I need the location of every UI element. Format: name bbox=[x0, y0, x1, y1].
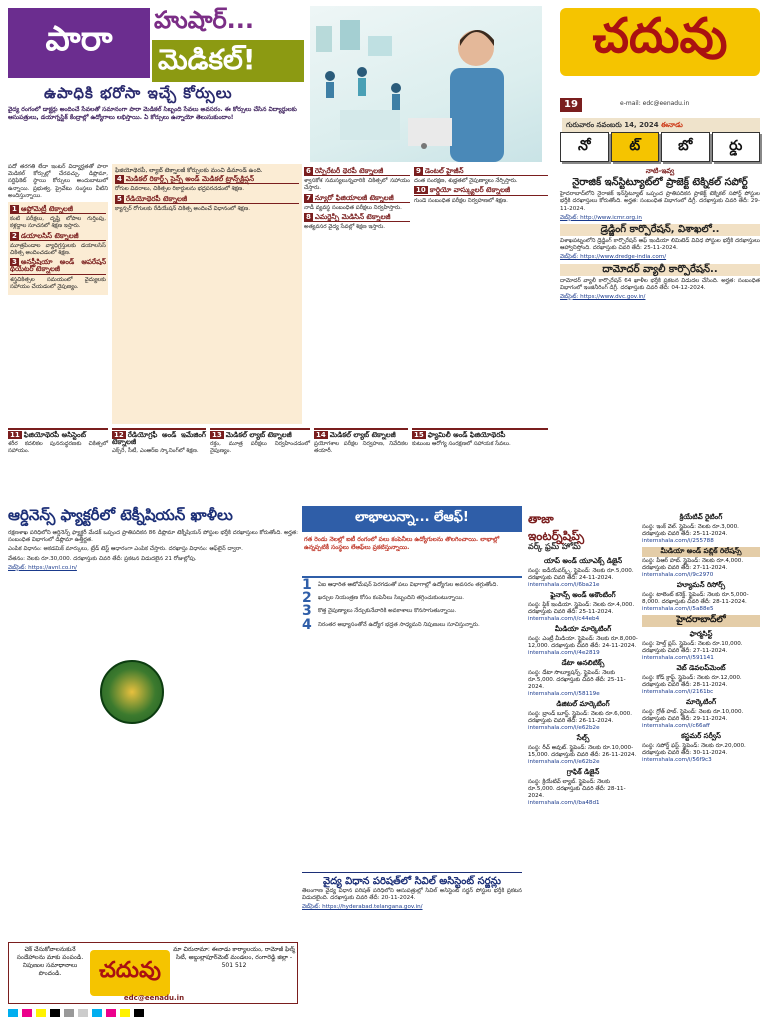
print-swatch bbox=[134, 1009, 144, 1017]
internship-detail: సంస్థ: గ్రోత్ హబ్. స్టైపెండ్: నెలకు రూ.10,000. దరఖాస్తుకు చివరి తేదీ: 29-11-2024. bbox=[642, 709, 744, 722]
internship-role: మార్కెటింగ్ bbox=[685, 698, 717, 706]
internship-role: వెబ్ డెవలప్‌మెంట్ bbox=[676, 664, 726, 672]
course-number: 13 bbox=[212, 431, 222, 439]
course-title bbox=[115, 196, 299, 204]
section-title-medical: మెడికల్! bbox=[152, 40, 304, 82]
noteboard-letter: బో bbox=[661, 132, 710, 162]
noteboard-column bbox=[560, 168, 760, 504]
course-number: 4 bbox=[117, 175, 122, 184]
layoff-item bbox=[302, 603, 522, 620]
layoff-item-text: నిరంతర అభ్యాసంతోనే ఉద్యోగ భద్రత సాధ్యమని నిపుణులు సూచిస్తున్నారు. bbox=[318, 621, 480, 628]
notice-link[interactable]: వెబ్‌సైట్: https://www.dredge-india.com/ bbox=[560, 254, 667, 261]
course-text: శస్త్రచికిత్సల సమయంలో వైద్యులకు సహాయం చేయడంలో నైపుణ్యం. bbox=[10, 276, 106, 290]
ordnance-text: ఎంపిక విధానం: అకడమిక్ మార్కులు, ట్రేడ్ టెస్ట్ ఆధారంగా ఎంపిక చేస్తారు. దరఖాస్తు విధానం: ఆఫ్‌లైన్ ద్వారా. bbox=[8, 546, 243, 553]
notice-heading: దామోదర్ వ్యాలీ కార్పొరేషన్.. bbox=[560, 264, 760, 276]
masthead-email: e-mail: edc@eenadu.in bbox=[620, 100, 690, 107]
course-title bbox=[304, 195, 410, 203]
print-swatch bbox=[78, 1009, 88, 1017]
internship-location-heading: హైదరాబాద్‌లో bbox=[642, 615, 760, 627]
vaidya-text: తెలంగాణ వైద్య విధాన పరిషత్ పరిధిలోని ఆసుపత్రుల్లో సివిల్ అసిస్టెంట్ సర్జన్ పోస్టుల భర్తీకి ప్రకటన విడుదలైంది. దరఖాస్తుకు చివరి తేదీ: 20-11-2024. bbox=[302, 888, 522, 902]
course-text: ఎక్స్‌రే, సీటీ, ఎంఆర్ఐ స్కానింగ్‌లో శిక్షణ. bbox=[112, 448, 199, 455]
internship-link[interactable]: internshala.com/i/c44eb4 bbox=[528, 616, 600, 622]
internship-link[interactable]: internshala.com/i/9c2970 bbox=[642, 572, 714, 578]
footer-left-text: చెక్ చేసుకోవాలనుకునే సందేహాలను మాకు పంపండి. నిపుణుల సమాధానాలు పొందండి. bbox=[16, 946, 84, 977]
print-swatch bbox=[22, 1009, 32, 1017]
notes-tag: నాటి-ఇవ్వ bbox=[645, 167, 675, 175]
internship-role: యాప్ అండ్ యూఎక్స్ డిజైన్ bbox=[543, 557, 622, 565]
course-text: రోగుల వివరాలు, చికిత్సల రికార్డులను భద్రపరచడంలో శిక్షణ. bbox=[115, 186, 245, 193]
course-number: 9 bbox=[416, 167, 421, 175]
page-number: 19 bbox=[560, 98, 582, 112]
course-title bbox=[115, 176, 299, 184]
course-box-bottom bbox=[210, 428, 310, 498]
section-title-para: పారా bbox=[8, 8, 150, 78]
course-box-bottom bbox=[112, 428, 206, 498]
layoff-item-text: ఏఐ ఆధారిత ఆటోమేషన్ పెరగడంతో పలు విభాగాల్లో ఉద్యోగుల అవసరం తగ్గుతోంది. bbox=[318, 582, 499, 588]
noteboard-letter: నో bbox=[560, 132, 609, 162]
internship-detail: సంస్థ: పీఆర్ హబ్. స్టైపెండ్: నెలకు రూ.4,000. దరఖాస్తుకు చివరి తేదీ: 27-11-2024. bbox=[642, 558, 744, 571]
internship-link[interactable]: internshala.com/i/ba48d1 bbox=[528, 800, 600, 806]
course-number: 5 bbox=[117, 194, 122, 203]
course-title bbox=[304, 214, 410, 222]
article-column-1 bbox=[8, 164, 108, 424]
internship-role: మీడియా అండ్ పబ్లిక్ రిలేషన్స్ bbox=[642, 547, 760, 557]
course-name: ఎమర్జెన్సీ మెడిసిన్ టెక్నాలజీ bbox=[314, 213, 391, 222]
course-text: కంటి పరీక్షలు, దృష్టి లోపాల గుర్తింపు, కళ్లద్దాల సూచనలో శిక్షణ ఇస్తారు. bbox=[10, 216, 106, 230]
course-text: అత్యవసర వైద్య సేవల్లో శిక్షణ ఇస్తారు. bbox=[304, 224, 386, 231]
course-box-bottom bbox=[314, 428, 408, 498]
layoff-item bbox=[302, 577, 522, 593]
course-number: 8 bbox=[306, 213, 311, 222]
course-name: రేడియోథెరపీ టెక్నాలజీ bbox=[125, 194, 188, 203]
internship-link[interactable]: internshala.com/i/e62b2e bbox=[528, 725, 600, 731]
notice-heading: నైరాజిక్ ఇన్‌స్టిట్యూట్‌లో ప్రాజెక్ట్ టెక్నికల్ సపోర్ట్ bbox=[572, 177, 748, 189]
vaidya-link[interactable]: వెబ్‌సైట్: https://hyderabad.telangana.gov.in/ bbox=[302, 904, 423, 911]
course-box-bottom bbox=[8, 428, 108, 498]
layoff-item bbox=[302, 590, 522, 607]
article-intro: పదో తరగతి లేదా ఇంటర్ విద్యార్హతతో పారా మెడికల్ కోర్సుల్లో చేరవచ్చు. డిప్లొమా, సర్టిఫికెట్ స్థాయి కోర్సులు అందుబాటులో ఉన్నాయి. ప్రభుత్వ, ప్రైవేటు సంస్థలు వీటిని అందిస్తున్నాయి. bbox=[8, 164, 108, 199]
article-column-2 bbox=[112, 164, 302, 424]
layoff-item bbox=[302, 616, 522, 633]
course-text: రక్తం, మూత్ర పరీక్షలు నిర్వహించడంలో నైపుణ్యం. bbox=[210, 441, 310, 455]
section-intro: వైద్య రంగంలో డాక్టర్లు అందించే సేవలతో సమానంగా పారా మెడికల్ సిబ్బంది సేవలు అవసరం. ఈ కోర్సులు చేసిన విద్యార్థులకు ఆసుపత్రులు, డయాగ్నస్టిక్ కేంద్రాల్లో ఉద్యోగాలు లభిస్తాయి. ఏ కోర్సులు ఉన్నాయో తెలుసుకుందాం! bbox=[8, 106, 297, 121]
print-color-bar bbox=[8, 1008, 760, 1018]
course-text: నాడీ వ్యవస్థ సంబంధిత పరీక్షలు నిర్వహిస్తారు. bbox=[304, 204, 402, 211]
internship-role: డిజిటల్ మార్కెటింగ్ bbox=[556, 700, 610, 708]
course-title bbox=[314, 432, 408, 439]
notice-text: విశాఖపట్నంలోని డ్రెడ్జింగ్ కార్పొరేషన్ ఆఫ్ ఇండియా లిమిటెడ్ వివిధ పోస్టుల భర్తీకి దరఖాస్తులు ఆహ్వానిస్తోంది. దరఖాస్తుకు చివరి తేదీ: 25-11-2024. bbox=[560, 238, 760, 252]
layoff-item-number: 1 bbox=[302, 577, 312, 593]
course-number: 10 bbox=[416, 186, 426, 195]
eenadu-brand: ఈనాడు bbox=[661, 121, 683, 129]
print-swatch bbox=[50, 1009, 60, 1017]
vaidya-heading: వైద్య విధాన పరిషత్‌లో సివిల్ అసిస్టెంట్ సర్జన్లు bbox=[302, 872, 522, 889]
course-number: 12 bbox=[114, 431, 124, 439]
internship-role: గ్రాఫిక్ డిజైన్ bbox=[566, 768, 600, 776]
ordnance-heading: ఆర్డినెన్స్ ఫ్యాక్టరీలో టెక్నీషియన్ ఖాళీలు bbox=[8, 506, 233, 524]
course-name: ఆప్టోమెట్రీ టెక్నాలజీ bbox=[20, 205, 73, 214]
course-name: ఫ్యామిలీ అండ్ ఫిజియోథెరపీ bbox=[427, 431, 506, 439]
course-text: శ్వాసకోశ సమస్యలున్నవారికి చికిత్సలో సహాయం చేస్తారు. bbox=[304, 178, 410, 192]
layoff-list bbox=[302, 577, 522, 872]
internship-role: డేటా అనలిటిక్స్ bbox=[561, 659, 605, 667]
article-column-4 bbox=[414, 166, 548, 424]
internship-role: ఫార్మసిస్ట్ bbox=[689, 630, 713, 638]
internship-detail: సంస్థ: సపోర్ట్ ఫస్ట్. స్టైపెండ్: నెలకు రూ.20,000. దరఖాస్తుకు చివరి తేదీ: 30-11-2024. bbox=[642, 743, 746, 756]
layoff-intro: గత రెండు నెలల్లో ఐటీ రంగంలో పలు కంపెనీలు ఉద్యోగులను తొలగించాయి. లాభాల్లో ఉన్నప్పటికీ సంస్థలు లేఆఫ్‌లు ప్రకటిస్తున్నాయి. bbox=[302, 534, 522, 578]
notice-link[interactable]: వెబ్‌సైట్: http://www.icmr.org.in bbox=[560, 214, 642, 221]
course-name: డయాలసిస్ టెక్నాలజీ bbox=[20, 231, 79, 240]
course-title bbox=[8, 432, 108, 439]
course-text: మూత్రపిండాల వ్యాధిగ్రస్తులకు డయాలసిస్ చికిత్స అందించడంలో శిక్షణ. bbox=[10, 242, 106, 257]
internship-detail: సంస్థ: కోడ్ క్రాఫ్ట్. స్టైపెండ్: నెలకు రూ.12,000. దరఖాస్తుకు చివరి తేదీ: 28-11-2024. bbox=[642, 675, 742, 688]
course-name: మెడికల్ ల్యాబ్ టెక్నాలజీ bbox=[225, 431, 292, 439]
course-title bbox=[10, 233, 106, 241]
course-title bbox=[112, 432, 206, 446]
course-name: మెడికల్ ల్యాబ్ టెక్నాలజీ bbox=[329, 431, 396, 439]
course-number: 14 bbox=[316, 431, 326, 439]
noteboard-letter: ర్డు bbox=[712, 132, 761, 162]
course-box bbox=[8, 202, 108, 295]
course-title bbox=[10, 206, 106, 214]
course-name: మెడికల్ రికార్డ్స్ సైన్స్ అండ్ మెడికల్ ట్రాన్స్‌క్రిప్షన్ bbox=[125, 175, 255, 184]
internship-detail: సంస్థ: క్రియేటివ్ ల్యాబ్. స్టైపెండ్: నెలకు రూ.5,000. దరఖాస్తుకు చివరి తేదీ: 28-11-2024. bbox=[528, 779, 626, 799]
course-number: 3 bbox=[12, 258, 17, 267]
course-number: 2 bbox=[12, 231, 17, 240]
print-swatch bbox=[92, 1009, 102, 1017]
course-text: దంత సంరక్షణ, శుభ్రతలో నైపుణ్యాలు నేర్పిస్తారు. bbox=[414, 178, 518, 185]
course-name: కార్డియో వాస్క్యులర్ టెక్నాలజీ bbox=[429, 186, 511, 195]
ordnance-link[interactable]: వెబ్‌సైట్: https://avnl.co.in/ bbox=[8, 564, 77, 571]
internship-link[interactable]: internshala.com/i/2161bc bbox=[642, 689, 714, 695]
internship-detail: సంస్థ: టాలెంట్ కనెక్ట్. స్టైపెండ్: నెలకు రూ.5,000-8,000. దరఖాస్తుకు చివరి తేదీ: 28-11-2024. bbox=[642, 592, 749, 605]
noteboard-letter: ట్ bbox=[611, 132, 660, 162]
layoff-heading: లాభాలున్నా... లేఆఫ్! bbox=[302, 506, 522, 532]
course-number: 11 bbox=[10, 431, 20, 439]
ordnance-text: రక్షణశాఖ పరిధిలోని ఆర్డినెన్స్ ఫ్యాక్టరీ మేడక్‌ ఒప్పంద ప్రాతిపదికన 86 డిప్లొమా టెక్నీషియన్ పోస్టుల భర్తీకి దరఖాస్తులు కోరుతోంది. అర్హత: సంబంధిత విభాగంలో డిప్లొమా ఉత్తీర్ణత. bbox=[8, 530, 298, 544]
internship-link[interactable]: internshala.com/i/e62b2e bbox=[528, 759, 600, 765]
internship-link[interactable]: internshala.com/i/c66aff bbox=[642, 723, 710, 729]
print-swatch bbox=[8, 1009, 18, 1017]
internships-subheading: వర్క్ ఫ్రమ్ హోమ్ bbox=[528, 542, 581, 551]
internship-role: హ్యూమన్ రిసోర్స్ bbox=[676, 581, 726, 589]
course-name: అనస్థీషియా అండ్ ఆపరేషన్ థియేటర్ టెక్నాలజీ bbox=[10, 258, 106, 274]
course-name: రేడియోగ్రఫీ అండ్ ఇమేజింగ్ టెక్నాలజీ bbox=[112, 431, 206, 447]
internship-role: కస్టమర్ సర్వీస్ bbox=[681, 732, 721, 740]
internship-detail: సంస్థ: రీచ్ అవుట్. స్టైపెండ్: నెలకు రూ.10,000-15,000. దరఖాస్తుకు చివరి తేదీ: 26-11-2024. bbox=[528, 745, 637, 758]
course-title bbox=[414, 168, 548, 176]
course-title bbox=[210, 432, 310, 439]
chaduvu-logo: చదువు bbox=[560, 8, 760, 76]
internship-role: క్రియేటివ్ రైటింగ్ bbox=[679, 513, 723, 521]
layoff-item-text: ఖర్చుల నియంత్రణ కోసం కంపెనీలు సిబ్బందిని తగ్గించుకుంటున్నాయి. bbox=[318, 595, 465, 602]
internship-link[interactable]: internshala.com/i/255788 bbox=[642, 538, 714, 544]
course-number: 15 bbox=[414, 431, 424, 439]
course-name: డెంటల్ హైజీన్ bbox=[424, 167, 464, 175]
print-swatch bbox=[120, 1009, 130, 1017]
course-text: గుండె సంబంధిత పరీక్షల నిర్వహణలో శిక్షణ. bbox=[414, 197, 508, 204]
course-title bbox=[10, 259, 106, 274]
noteboard-banner bbox=[560, 128, 760, 166]
internships-column-2 bbox=[642, 510, 760, 1000]
course-name: రెస్పిరేటరీ థెరపీ టెక్నాలజీ bbox=[314, 167, 384, 175]
course-name: న్యూరో ఫిజియాలజీ టెక్నాలజీ bbox=[314, 193, 394, 202]
ordnance-text: వేతనం: నెలకు రూ.30,000. దరఖాస్తుకు చివరి తేదీ: ప్రకటన విడుదలైన 21 రోజుల్లోపు. bbox=[8, 555, 197, 562]
internship-detail: సంస్థ: బ్రాండ్ బూస్ట్. స్టైపెండ్: నెలకు రూ.6,000. దరఖాస్తుకు చివరి తేదీ: 26-11-2024. bbox=[528, 711, 632, 724]
course-name: ఫిజియోథెరపీ అసిస్టెంట్ bbox=[23, 431, 86, 439]
medical-staff-illustration bbox=[310, 6, 542, 162]
course-number: 6 bbox=[306, 167, 311, 175]
ordnance-emblem-icon bbox=[100, 660, 164, 724]
layoff-item-number: 2 bbox=[302, 590, 312, 607]
internship-role: మీడియా మార్కెటింగ్ bbox=[554, 625, 612, 633]
internship-detail: సంస్థ: హెల్త్ ప్లస్. స్టైపెండ్: నెలకు రూ.10,000. దరఖాస్తుకు చివరి తేదీ: 27-11-2024. bbox=[642, 641, 743, 654]
course-text: కుటుంబ ఆరోగ్య సంరక్షణలో సహాయక సేవలు. bbox=[412, 441, 511, 448]
course-text: క్యాన్సర్ రోగులకు రేడియేషన్ చికిత్స అందించే విధానంలో శిక్షణ. bbox=[115, 205, 250, 212]
course-title bbox=[414, 187, 548, 195]
internship-link[interactable]: internshala.com/i/4e2819 bbox=[528, 650, 600, 656]
notice-text: హైదరాబాద్‌లోని నైరాజిక్ ఇన్‌స్టిట్యూట్ ఒప్పంద ప్రాతిపదికన ప్రాజెక్ట్ టెక్నికల్ సపోర్ట్ పోస్టుల భర్తీకి దరఖాస్తులు కోరుతోంది. అర్హత: సంబంధిత విభాగంలో డిగ్రీ. దరఖాస్తుకు చివరి తేదీ: 29-11-2024. bbox=[560, 191, 760, 212]
footer-address: మా చిరునామా: ఈనాడు కార్యాలయం, రామోజీ ఫిల్మ్ సిటీ, అబ్దుల్లాపూర్‌మెట్ మండలం, రంగారెడ్డి జిల్లా - 501 512 bbox=[173, 946, 295, 969]
internship-role: ఫైనాన్స్ అండ్ అకౌంటింగ్ bbox=[550, 591, 616, 599]
footer-email[interactable]: edc@eenadu.in bbox=[123, 994, 185, 1002]
article-column-3 bbox=[304, 166, 410, 424]
internships-heading: తాజా ఇంటర్న్‌షిప్స్ bbox=[528, 512, 585, 543]
course-title bbox=[304, 168, 410, 176]
print-swatch bbox=[106, 1009, 116, 1017]
internship-detail: సంస్థ: ఎంట్రీ మీడియా. స్టైపెండ్: నెలకు రూ.8,000-12,000. దరఖాస్తుకు చివరి తేదీ: 24-11-2024. bbox=[528, 636, 638, 649]
layoff-item-number: 4 bbox=[302, 616, 312, 633]
internship-link[interactable]: internshala.com/i/56f9c3 bbox=[642, 757, 712, 763]
internship-detail: సంస్థ: ఫ్లిక్ ఇండియా. స్టైపెండ్: నెలకు రూ.4,000. దరఖాస్తుకు చివరి తేదీ: 25-11-2024. bbox=[528, 602, 635, 615]
footer-logo: చదువు bbox=[90, 950, 170, 996]
course-number: 1 bbox=[12, 205, 17, 214]
issue-date: గురువారం నవంబరు 14, 2024 bbox=[566, 121, 659, 129]
internships-column-1 bbox=[528, 554, 638, 1000]
course-title bbox=[412, 432, 548, 439]
internship-detail: సంస్థ: ఇంక్ వెల్. స్టైపెండ్: నెలకు రూ.3,000. దరఖాస్తుకు చివరి తేదీ: 25-11-2024. bbox=[642, 524, 739, 537]
hero-illustration bbox=[310, 6, 542, 162]
course-text: ప్రయోగశాల పరీక్షల నిర్వహణ, నివేదికల తయారీ. bbox=[314, 441, 408, 455]
internship-role: సేల్స్ bbox=[576, 734, 590, 742]
layoff-item-number: 3 bbox=[302, 603, 312, 620]
ordnance-body bbox=[8, 530, 298, 930]
internship-detail: సంస్థ: ఐడీయేవర్క్స్. స్టైపెండ్: నెలకు రూ.5,000. దరఖాస్తుకు చివరి తేదీ: 24-11-2024. bbox=[528, 568, 634, 581]
vaidya-body bbox=[302, 888, 522, 998]
course-box-bottom bbox=[412, 428, 548, 498]
section-title-hushar: హుషార్... bbox=[154, 6, 255, 34]
print-swatch bbox=[64, 1009, 74, 1017]
internship-link[interactable]: internshala.com/i/58119e bbox=[528, 691, 600, 697]
article-text: ఫిజియోథెరపీ, ల్యాబ్ టెక్నాలజీ కోర్సులకు మంచి డిమాండ్ ఉంది. bbox=[115, 167, 263, 174]
internship-detail: సంస్థ: డేటా సొల్యూషన్స్. స్టైపెండ్: నెలకు రూ.5,000. దరఖాస్తుకు చివరి తేదీ: 25-11-2024. bbox=[528, 670, 626, 690]
course-text: శరీర కదలికల పునరుద్ధరణకు చికిత్సలో సహాయం. bbox=[8, 441, 108, 455]
internship-link[interactable]: internshala.com/i/591141 bbox=[642, 655, 714, 661]
notice-heading: డ్రెడ్జింగ్ కార్పొరేషన్, విశాఖలో.. bbox=[560, 224, 760, 236]
course-number: 7 bbox=[306, 193, 311, 202]
layoff-item-text: కొత్త నైపుణ్యాలు నేర్చుకునేవారికి అవకాశాలు కొనసాగుతున్నాయి. bbox=[318, 608, 457, 615]
internship-link[interactable]: internshala.com/i/5a88e5 bbox=[642, 606, 714, 612]
notice-link[interactable]: వెబ్‌సైట్: https://www.dvc.gov.in/ bbox=[560, 294, 646, 301]
notice-text: దామోదర్ వ్యాలీ కార్పొరేషన్ 64 ఖాళీల భర్తీకి ప్రకటన విడుదల చేసింది. అర్హత: సంబంధిత విభాగంలో ఇంజినీరింగ్ డిగ్రీ. దరఖాస్తుకు చివరి తేదీ: 04-12-2024. bbox=[560, 277, 760, 291]
internship-link[interactable]: internshala.com/i/6ba21e bbox=[528, 582, 600, 588]
print-swatch bbox=[36, 1009, 46, 1017]
section-subtitle: ఉపాధికి భరోసా ఇచ్చే కోర్సులు bbox=[44, 84, 233, 102]
